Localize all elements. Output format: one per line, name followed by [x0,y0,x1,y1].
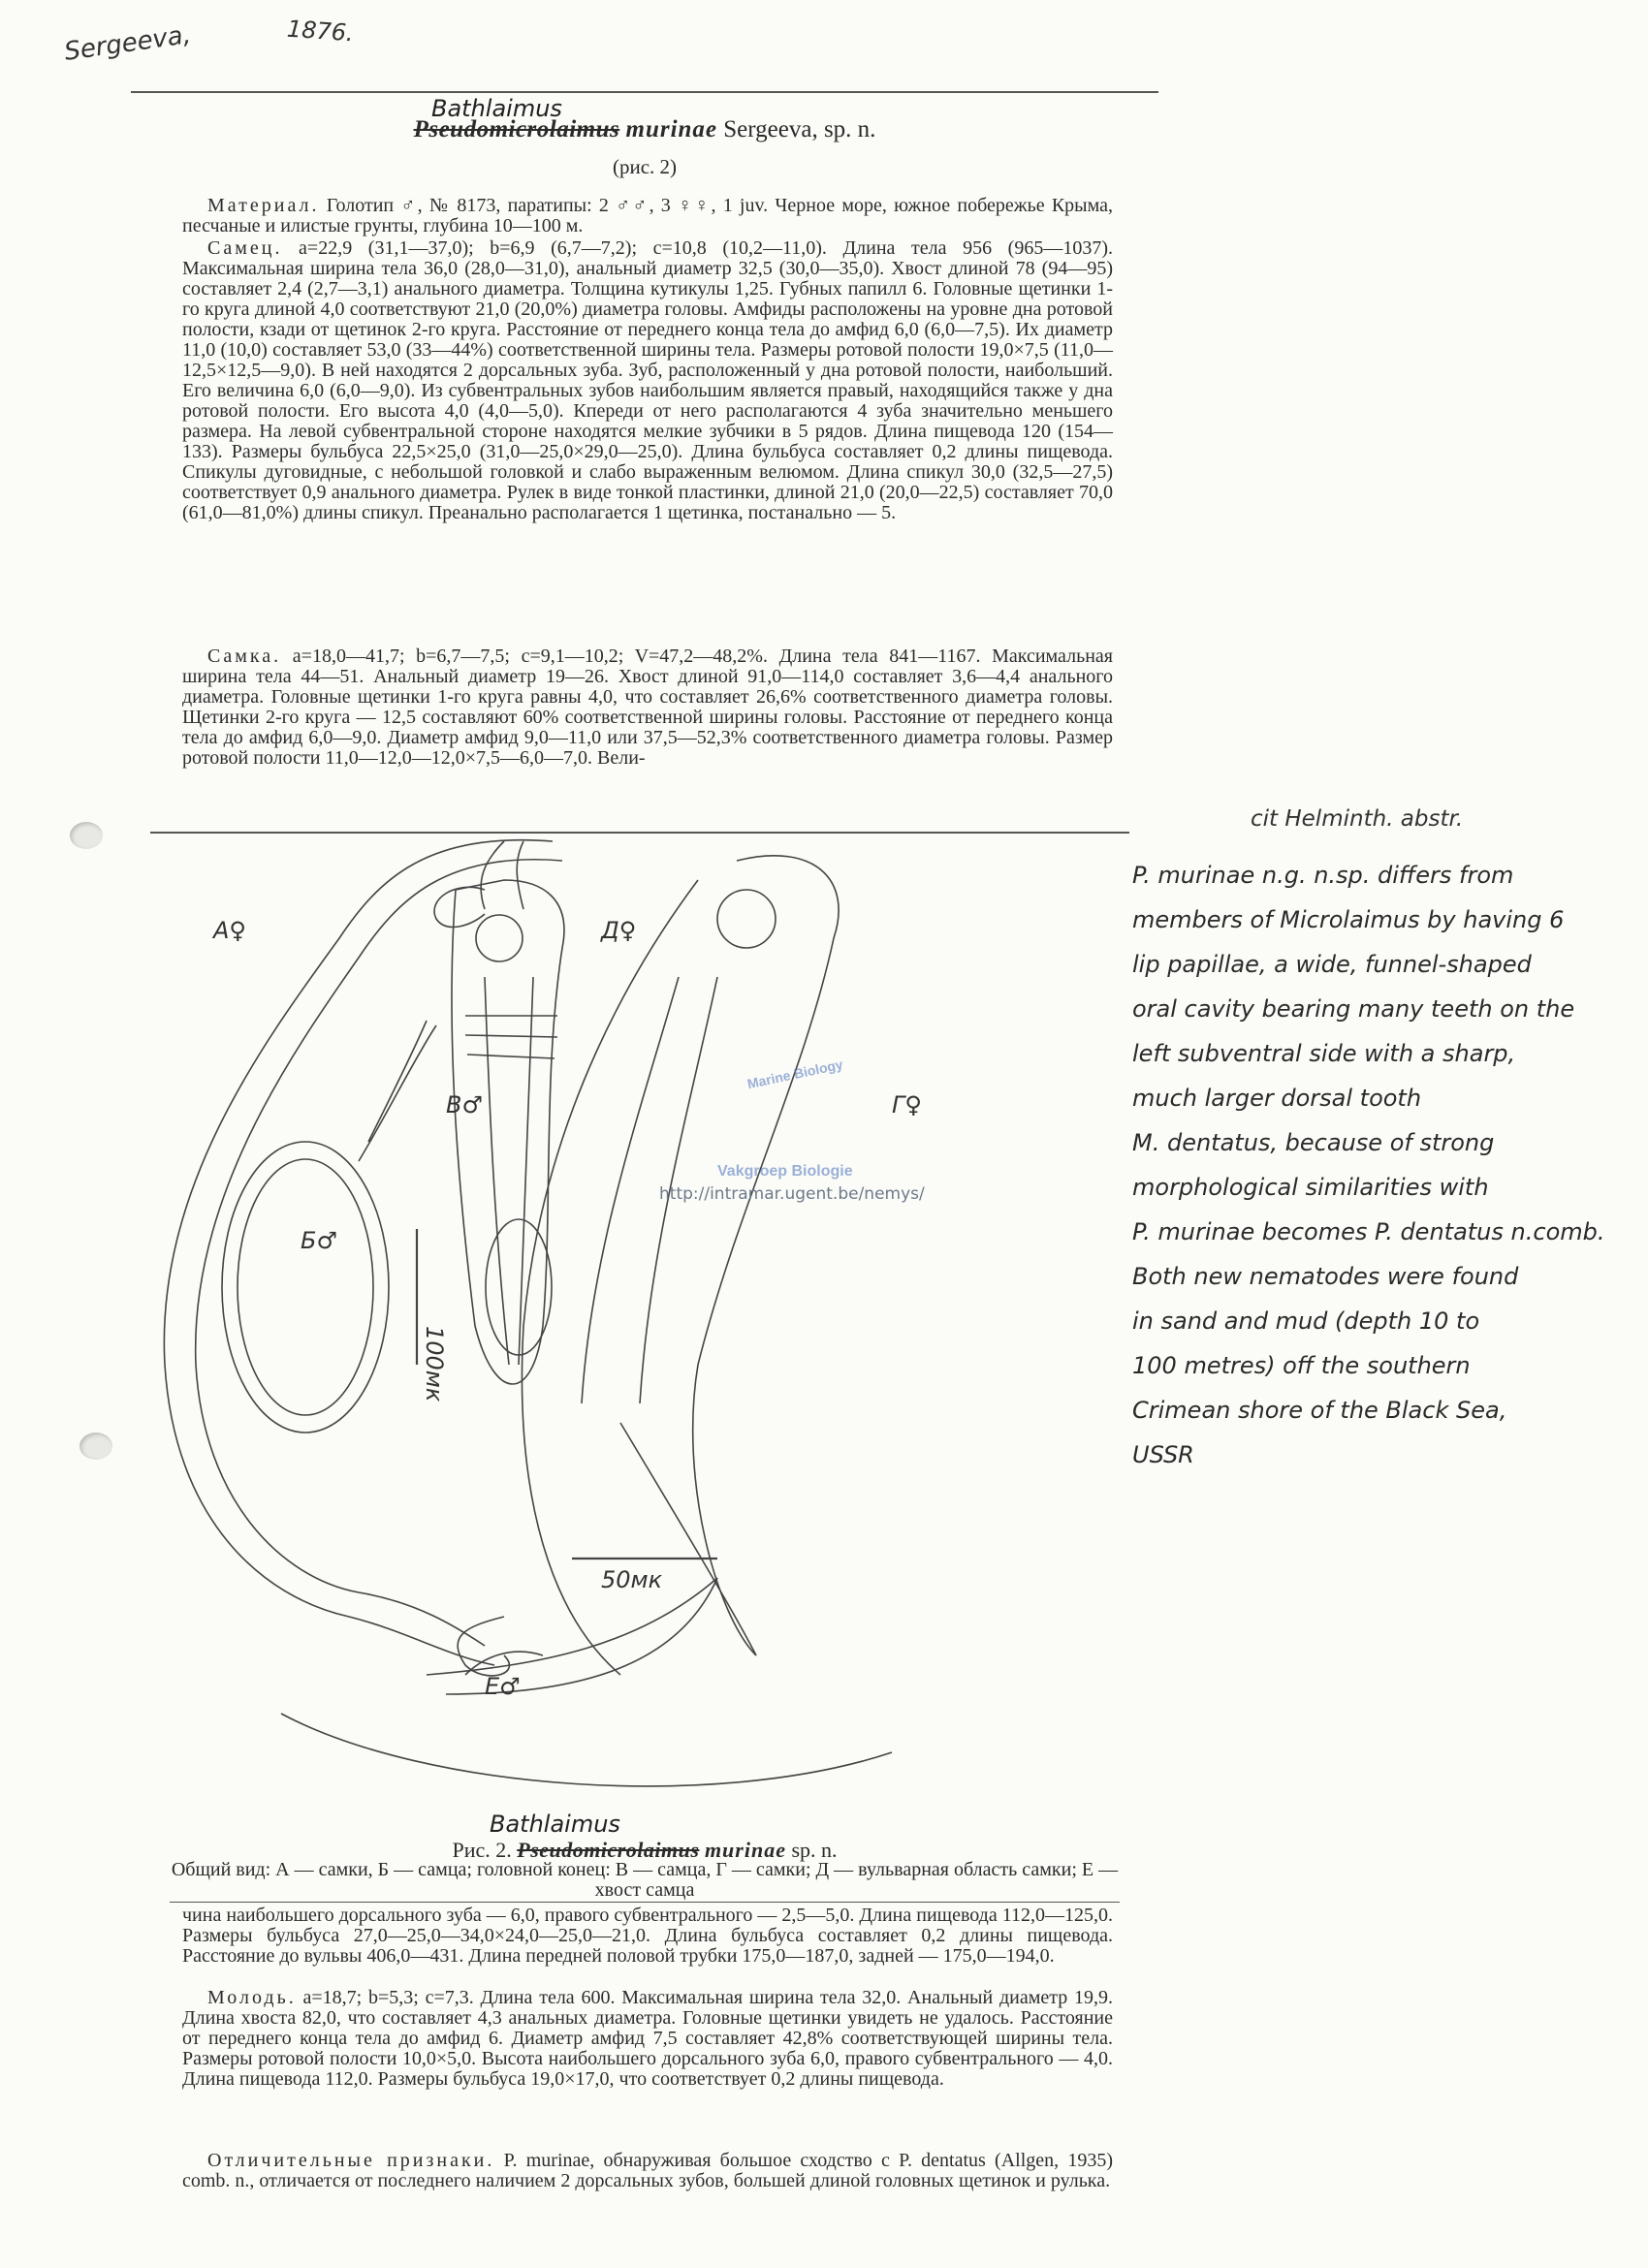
note-line: lip papillae, a wide, funnel-shaped [1132,951,1532,978]
scale-label-50: 50мк [601,1566,663,1593]
fig-label-v: В♂ [446,1091,483,1118]
note-line: P. murinae n.g. n.sp. differs from [1132,862,1514,889]
caption-rule [170,1902,1120,1903]
juvenile-label: Молодь. [207,1987,297,2008]
male-text: a=22,9 (31,1—37,0); b=6,9 (6,7—7,2); c=10,8 (10,2—11,0). Длина тела 956 (965—1037). Максимальная ширина тела 36,0 (28,0—31,0), анальный диаметр 32,5 (30,0—35,0). Хвост длиной 78 (94—95) составляет 2,4 (2,7—3,1) анального диаметра. Толщина кутикулы 1,25. Губных папилл 6. Головные щетинки 1-го круга длиной 4,0 соответствуют 21,0 (20,0%) диаметра головы. Амфиды расположены на уровне дна ротовой полости, кзади от щетинок 2-го круга. Расстояние от переднего конца тела до амфид 6,0 (6,0—7,5). Их диаметр 11,0 (10,0) составляет 53,0 (33—44%) соответственной ширины тела. Размеры ротовой полости 19,0×7,5 (11,0—12,5×12,5—9,0). В ней находятся 2 дорсальных зуба. Зуб, расположенный у дна ротовой полости, наибольший. Его величина 6,0 (6,0—9,0). Из субвентральных зубов наибольшим является правый, находящийся также у дна ротовой полости. Его высота 4,0 (4,0—5,0). Кпереди от него располагаются 4 зуба значительно меньшего размера. На левой субвентральной стороне находятся мелкие зубчики в 5 рядов. Длина пищевода 120 (154—133). Размеры бульбуса 22,5×25,0 (31,0—25,0×29,0—25,0). Длина бульбуса составляет 0,2 длины пищевода. Спикулы дуговидные, с небольшой головкой и слабо выраженным велюмом. Длина спикул 30,0 (32,5—27,5) соответствует 0,9 анального диаметра. Рулек в виде тонкой пластинки, длиной 21,0 (20,0—22,5) составляет 70,0 (61,0—81,0%) длины спикул. Преанально располагается 1 щетинка, постанально — 5. [182,237,1114,523]
diagnosis-text: P. murinae, обнаруживая большое сходство с P. dentatus (Allgen, 1935) comb. n., отличается от последнего наличием 2 дорсальных зубов, большей длиной головных щетинок и рулька. [182,2150,1114,2191]
fig-a-body [164,840,553,1665]
title-species: murinae [625,116,718,142]
caption-prefix: Рис. 2. [452,1838,512,1862]
note-line: USSR [1132,1441,1194,1468]
fig-label-a: А♀ [213,917,246,944]
note-line: Crimean shore of the Black Sea, [1132,1397,1507,1424]
fig-label-b: Б♂ [301,1227,337,1254]
material-paragraph [182,196,1113,236]
diagnosis-label: Отличительные признаки. [207,2150,495,2171]
fig-label-g: Г♀ [892,1091,922,1118]
female-continued-paragraph [182,1906,1113,1967]
note-line: Both new nematodes were found [1132,1263,1519,1290]
fig-label-d: Д♀ [601,917,637,944]
title-authority: Sergeeva, sp. n. [723,116,876,142]
caption-species: murinae [704,1838,786,1862]
note-line: left subventral side with a sharp, [1132,1040,1516,1067]
fig-v-body [452,880,564,1384]
nematode-figure [136,822,1105,1830]
note-line: morphological similarities with [1132,1174,1489,1201]
male-paragraph [182,238,1113,523]
watermark-line1: Marine Biology [745,1055,844,1092]
genus-correction-caption: Bathlaimus [490,1811,620,1838]
juvenile-text: a=18,7; b=5,3; c=7,3. Длина тела 600. Максимальная ширина тела 32,0. Анальный диаметр 19,9. Длина хвоста 82,0, что составляет 4,3 анальных диаметра. Головные щетинки увидеть не удалось. Расстояние от переднего конца тела до амфид 6. Диаметр амфид 7,5 составляет 42,8% соответствующей ширины тела. Размеры ротовой полости 10,0×5,0. Высота наибольшего дорсального зуба 6,0, правого субвентрального — 4,0. Длина пищевода 112,0. Размеры бульбуса 19,0×17,0, что соответствует 0,2 длины пищевода. [182,1987,1114,2090]
male-label: Самец. [207,237,283,259]
note-line: oral cavity bearing many teeth on the [1132,995,1575,1023]
binder-hole [70,822,103,849]
fig-a-body-inner [196,860,562,1646]
female-text: a=18,0—41,7; b=6,7—7,5; c=9,1—10,2; V=47,2—48,2%. Длина тела 841—1167. Максимальная ширина тела 44—51. Анальный диаметр 19—26. Хвост длиной 91,0—114,0 составляет 3,6—4,4 анального диаметра. Головные щетинки 1-го круга равны 4,0, что составляет 26,6% соответственного диаметра головы. Щетинки 2-го круга — 12,5 составляют 60% соответственной ширины головы. Расстояние от переднего конца тела до амфид 6,0—9,0. Диаметр амфид 9,0—11,0 или 37,5—52,3% соответственного диаметра головы. Размер ротовой полости 11,0—12,0—12,0×7,5—6,0—7,0. Вели- [182,646,1113,769]
note-header: cit Helminth. abstr. [1251,806,1464,832]
species-title [131,116,1158,143]
note-line: M. dentatus, because of strong [1132,1129,1495,1156]
binder-hole [79,1433,112,1460]
title-genus-struck: Pseudomicrolaimus [413,116,620,142]
note-line: much larger dorsal tooth [1132,1085,1422,1112]
watermark-url: http://intramar.ugent.be/nemys/ [659,1184,925,1204]
top-rule [131,91,1158,93]
fig-b-body [222,1142,389,1433]
fig-g-body [522,856,839,1675]
caption-title [160,1840,1129,1860]
caption-genus-struck: Pseudomicrolaimus [517,1838,700,1862]
note-line: in sand and mud (depth 10 to [1132,1307,1480,1335]
material-text: Голотип ♂, № 8173, паратипы: 2 ♂♂, 3 ♀♀, 1 juv. Черное море, южное побережье Крыма, песчаные и илистые грунты, глубина 10—100 м. [182,195,1113,236]
watermark-line2: Vakgroep Biologie [717,1163,853,1180]
annotation-year: 1876. [286,15,355,47]
juvenile-paragraph [182,1988,1113,2090]
handwritten-note [1132,853,1617,1477]
caption-suffix: sp. n. [791,1838,838,1862]
fig-label-e: Е♂ [485,1673,521,1700]
material-label: Материал. [207,195,320,216]
note-line: P. murinae becomes P. dentatus n.comb. [1132,1218,1605,1245]
annotation-author: Sergeeva, [62,20,193,67]
female-paragraph [182,646,1113,769]
female-continued-text: чина наибольшего дорсального зуба — 6,0, правого субвентрального — 2,5—5,0. Длина пищевода 112,0—125,0. Размеры бульбуса 27,0—25,0—34,0×24,0—25,0—21,0. Длина бульбуса составляет 0,2 длины пищевода. Расстояние до вульвы 406,0—431. Длина передней половой трубки 175,0—187,0, задней — 175,0—194,0. [182,1905,1113,1967]
fig-d-vulva [434,841,523,927]
diagnosis-paragraph [182,2151,1113,2191]
figure-caption [160,1840,1129,1901]
note-line: members of Microlaimus by having 6 [1132,906,1565,933]
genus-correction-title: Bathlaimus [431,95,562,122]
fig-e-tail [281,1578,892,1786]
caption-legend: Общий вид: А — самки, Б — самца; головной конец: В — самца, Г — самки; Д — вульварная область самки; Е — хвост самца [171,1859,1119,1901]
female-label: Самка. [207,646,282,667]
note-line: 100 metres) off the southern [1132,1352,1471,1379]
figure-reference: (рис. 2) [612,155,678,178]
scale-label-100: 100мк [421,1326,448,1402]
